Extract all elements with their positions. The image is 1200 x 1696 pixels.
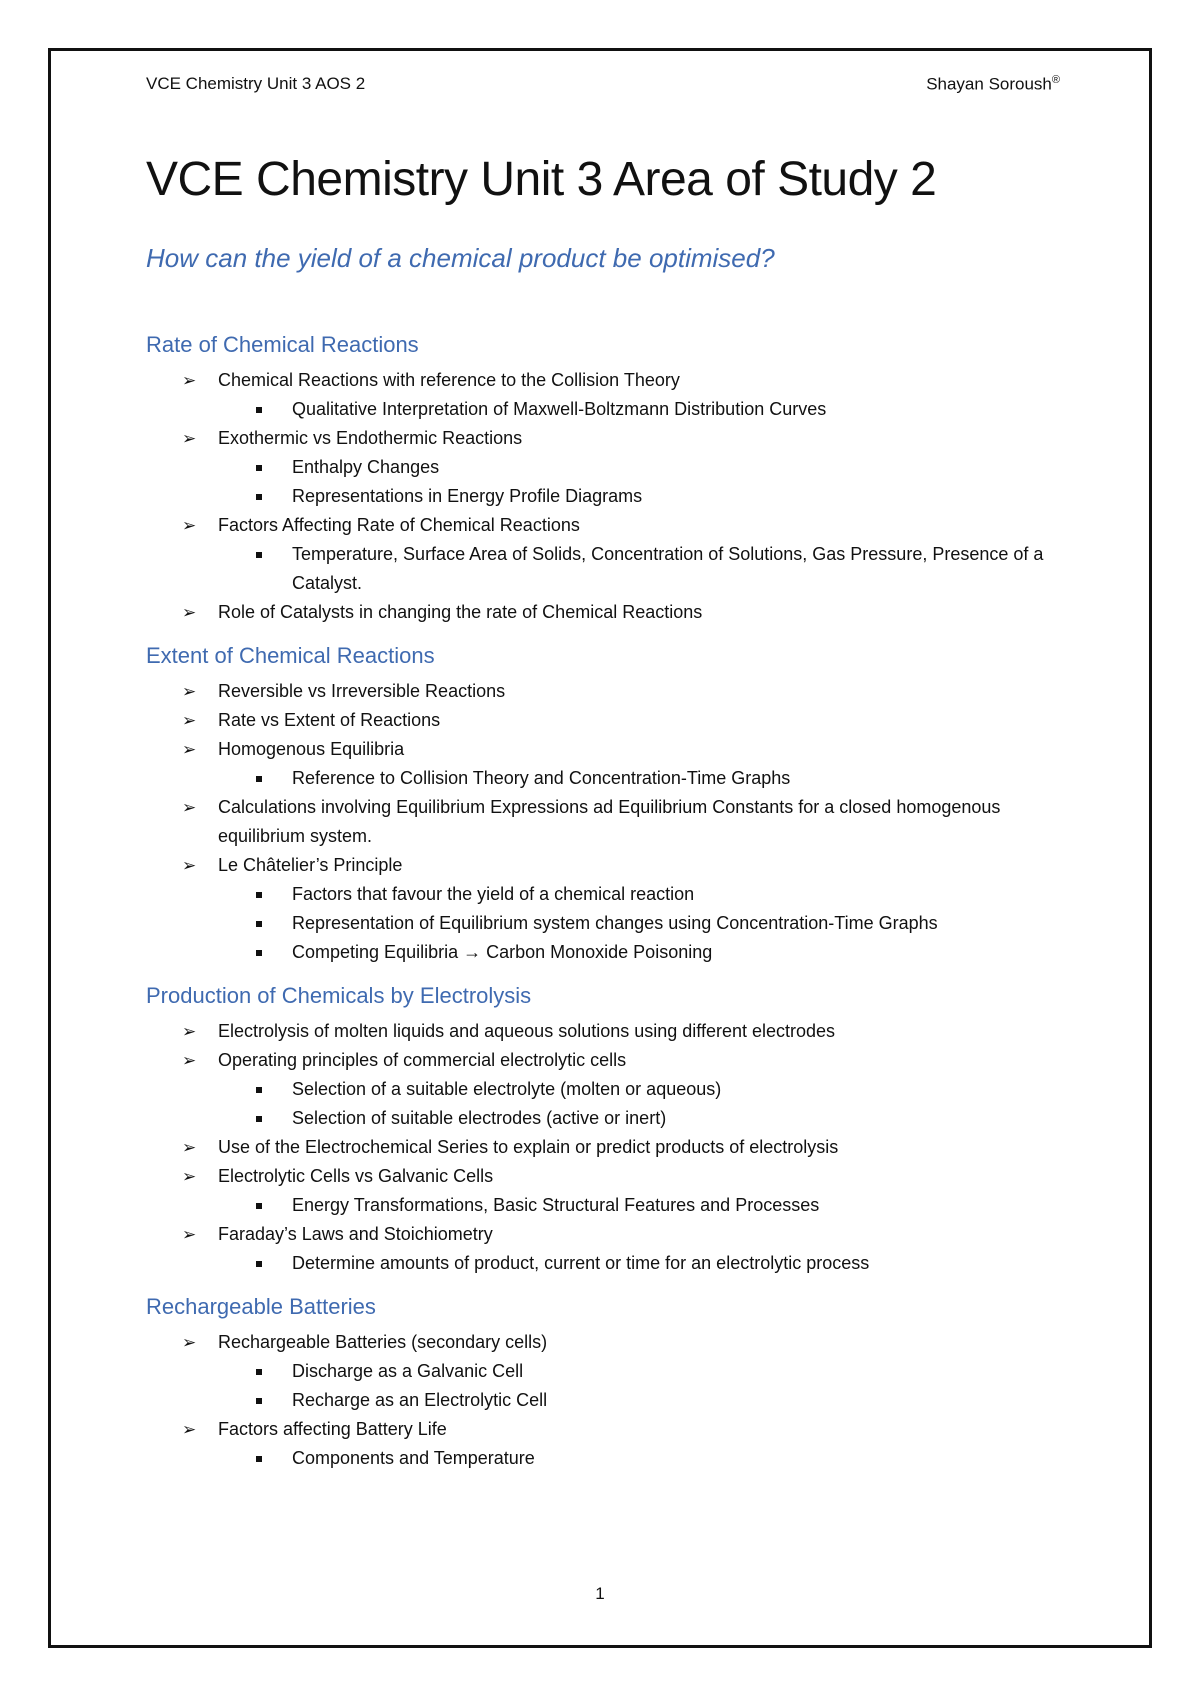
section xyxy=(146,1292,1046,1473)
arrowhead-bullet-icon: ➢ xyxy=(182,711,197,730)
square-bullet-icon xyxy=(256,1261,262,1267)
document-body xyxy=(146,330,1046,1487)
topic-text: Homogenous Equilibria xyxy=(218,739,405,759)
arrowhead-bullet-icon: ➢ xyxy=(182,1051,197,1070)
topic-item xyxy=(146,1133,1046,1162)
topic-text: Chemical Reactions with reference to the Collision Theory xyxy=(218,370,680,390)
square-bullet-icon xyxy=(256,1116,262,1122)
topic-text: Faraday’s Laws and Stoichiometry xyxy=(218,1224,493,1244)
arrowhead-bullet-icon: ➢ xyxy=(182,798,197,817)
section-heading: Rate of Chemical Reactions xyxy=(146,332,419,357)
arrowhead-bullet-icon: ➢ xyxy=(182,371,197,390)
topic-text: Rate vs Extent of Reactions xyxy=(218,710,441,730)
subtopic-text: Determine amounts of product, current or time for an electrolytic process xyxy=(292,1253,870,1273)
topic-item xyxy=(146,511,1046,540)
square-bullet-icon xyxy=(256,1087,262,1093)
topic-item xyxy=(146,1046,1046,1075)
section-heading: Production of Chemicals by Electrolysis xyxy=(146,983,532,1008)
topic-item xyxy=(146,366,1046,395)
topic-item xyxy=(146,1328,1046,1357)
topic-text: Factors Affecting Rate of Chemical Reactions xyxy=(218,515,580,535)
subtopic-item xyxy=(146,395,1046,424)
arrowhead-bullet-icon: ➢ xyxy=(182,429,197,448)
arrowhead-bullet-icon: ➢ xyxy=(182,1225,197,1244)
arrowhead-bullet-icon: ➢ xyxy=(182,516,197,535)
square-bullet-icon xyxy=(256,1398,262,1404)
subtopic-text: Energy Transformations, Basic Structural Features and Processes xyxy=(292,1195,820,1215)
subtopic-item xyxy=(146,1104,1046,1133)
arrowhead-bullet-icon: ➢ xyxy=(182,1167,197,1186)
topic-item xyxy=(146,1415,1046,1444)
subtopic-item xyxy=(146,1249,1046,1278)
topic-list xyxy=(146,366,1046,627)
topic-text: Electrolytic Cells vs Galvanic Cells xyxy=(218,1166,494,1186)
topic-item xyxy=(146,706,1046,735)
arrowhead-bullet-icon: ➢ xyxy=(182,856,197,875)
subtopic-item xyxy=(146,1191,1046,1220)
subtopic-text: Selection of a suitable electrolyte (molten or aqueous) xyxy=(292,1079,722,1099)
page-title: VCE Chemistry Unit 3 Area of Study 2 xyxy=(146,153,937,206)
subtopic-item xyxy=(146,1444,1046,1473)
subtopic-text: Representation of Equilibrium system changes using Concentration-Time Graphs xyxy=(292,913,938,933)
subtopic-item xyxy=(146,1075,1046,1104)
section xyxy=(146,641,1046,967)
topic-text: Calculations involving Equilibrium Expressions ad Equilibrium Constants for a closed homogenous equilibrium system. xyxy=(218,797,1001,846)
subtopic-text: Recharge as an Electrolytic Cell xyxy=(292,1390,548,1410)
topic-text: Rechargeable Batteries (secondary cells) xyxy=(218,1332,548,1352)
section-heading: Extent of Chemical Reactions xyxy=(146,643,435,668)
arrowhead-bullet-icon: ➢ xyxy=(182,682,197,701)
square-bullet-icon xyxy=(256,552,262,558)
arrowhead-bullet-icon: ➢ xyxy=(182,603,197,622)
topic-item xyxy=(146,793,1046,851)
topic-list xyxy=(146,1328,1046,1473)
subtopic-text: Temperature, Surface Area of Solids, Concentration of Solutions, Gas Pressure, Presence of a Catalyst. xyxy=(292,544,1044,593)
square-bullet-icon xyxy=(256,950,262,956)
square-bullet-icon xyxy=(256,465,262,471)
topic-list xyxy=(146,677,1046,967)
subtopic-text: Competing Equilibria → Carbon Monoxide Poisoning xyxy=(292,942,713,962)
square-bullet-icon xyxy=(256,1369,262,1375)
subtopic-text: Representations in Energy Profile Diagrams xyxy=(292,486,643,506)
running-header-left: VCE Chemistry Unit 3 AOS 2 xyxy=(146,74,366,93)
square-bullet-icon xyxy=(256,921,262,927)
subtopic-text: Selection of suitable electrodes (active or inert) xyxy=(292,1108,667,1128)
topic-text: Reversible vs Irreversible Reactions xyxy=(218,681,506,701)
page-number: 1 xyxy=(595,1584,605,1603)
section xyxy=(146,981,1046,1278)
subtopic-item xyxy=(146,1357,1046,1386)
arrowhead-bullet-icon: ➢ xyxy=(182,740,197,759)
subtopic-text: Qualitative Interpretation of Maxwell-Boltzmann Distribution Curves xyxy=(292,399,827,419)
subtopic-item xyxy=(146,764,1046,793)
topic-item xyxy=(146,851,1046,880)
subtopic-item xyxy=(146,540,1046,598)
topic-item xyxy=(146,1162,1046,1191)
subtopic-text: Discharge as a Galvanic Cell xyxy=(292,1361,524,1381)
topic-text: Operating principles of commercial electrolytic cells xyxy=(218,1050,627,1070)
author-name: Shayan Soroush xyxy=(926,74,1052,94)
square-bullet-icon xyxy=(256,407,262,413)
subtopic-text: Reference to Collision Theory and Concentration-Time Graphs xyxy=(292,768,791,788)
topic-text: Factors affecting Battery Life xyxy=(218,1419,447,1439)
section-heading: Rechargeable Batteries xyxy=(146,1294,376,1319)
topic-text: Exothermic vs Endothermic Reactions xyxy=(218,428,523,448)
topic-text: Use of the Electrochemical Series to explain or predict products of electrolysis xyxy=(218,1137,839,1157)
square-bullet-icon xyxy=(256,1203,262,1209)
topic-item xyxy=(146,424,1046,453)
arrowhead-bullet-icon: ➢ xyxy=(182,1022,197,1041)
square-bullet-icon xyxy=(256,494,262,500)
topic-item xyxy=(146,1220,1046,1249)
square-bullet-icon xyxy=(256,1456,262,1462)
arrowhead-bullet-icon: ➢ xyxy=(182,1138,197,1157)
topic-item xyxy=(146,598,1046,627)
subtopic-item xyxy=(146,1386,1046,1415)
subtopic-item xyxy=(146,880,1046,909)
section xyxy=(146,330,1046,627)
subtopic-item xyxy=(146,938,1046,967)
subtopic-text: Factors that favour the yield of a chemical reaction xyxy=(292,884,695,904)
topic-list xyxy=(146,1017,1046,1278)
square-bullet-icon xyxy=(256,776,262,782)
topic-item xyxy=(146,735,1046,764)
subtopic-text: Enthalpy Changes xyxy=(292,457,440,477)
topic-item xyxy=(146,1017,1046,1046)
subtopic-text: Components and Temperature xyxy=(292,1448,535,1468)
arrowhead-bullet-icon: ➢ xyxy=(182,1333,197,1352)
arrowhead-bullet-icon: ➢ xyxy=(182,1420,197,1439)
running-header-right xyxy=(926,74,1060,95)
topic-text: Electrolysis of molten liquids and aqueous solutions using different electrodes xyxy=(218,1021,836,1041)
subtopic-item xyxy=(146,453,1046,482)
subtopic-item xyxy=(146,482,1046,511)
registered-mark: ® xyxy=(1051,74,1060,86)
topic-text: Role of Catalysts in changing the rate of Chemical Reactions xyxy=(218,602,703,622)
square-bullet-icon xyxy=(256,892,262,898)
page-subtitle: How can the yield of a chemical product be optimised? xyxy=(146,243,775,273)
subtopic-item xyxy=(146,909,1046,938)
topic-text: Le Châtelier’s Principle xyxy=(218,855,403,875)
topic-item xyxy=(146,677,1046,706)
